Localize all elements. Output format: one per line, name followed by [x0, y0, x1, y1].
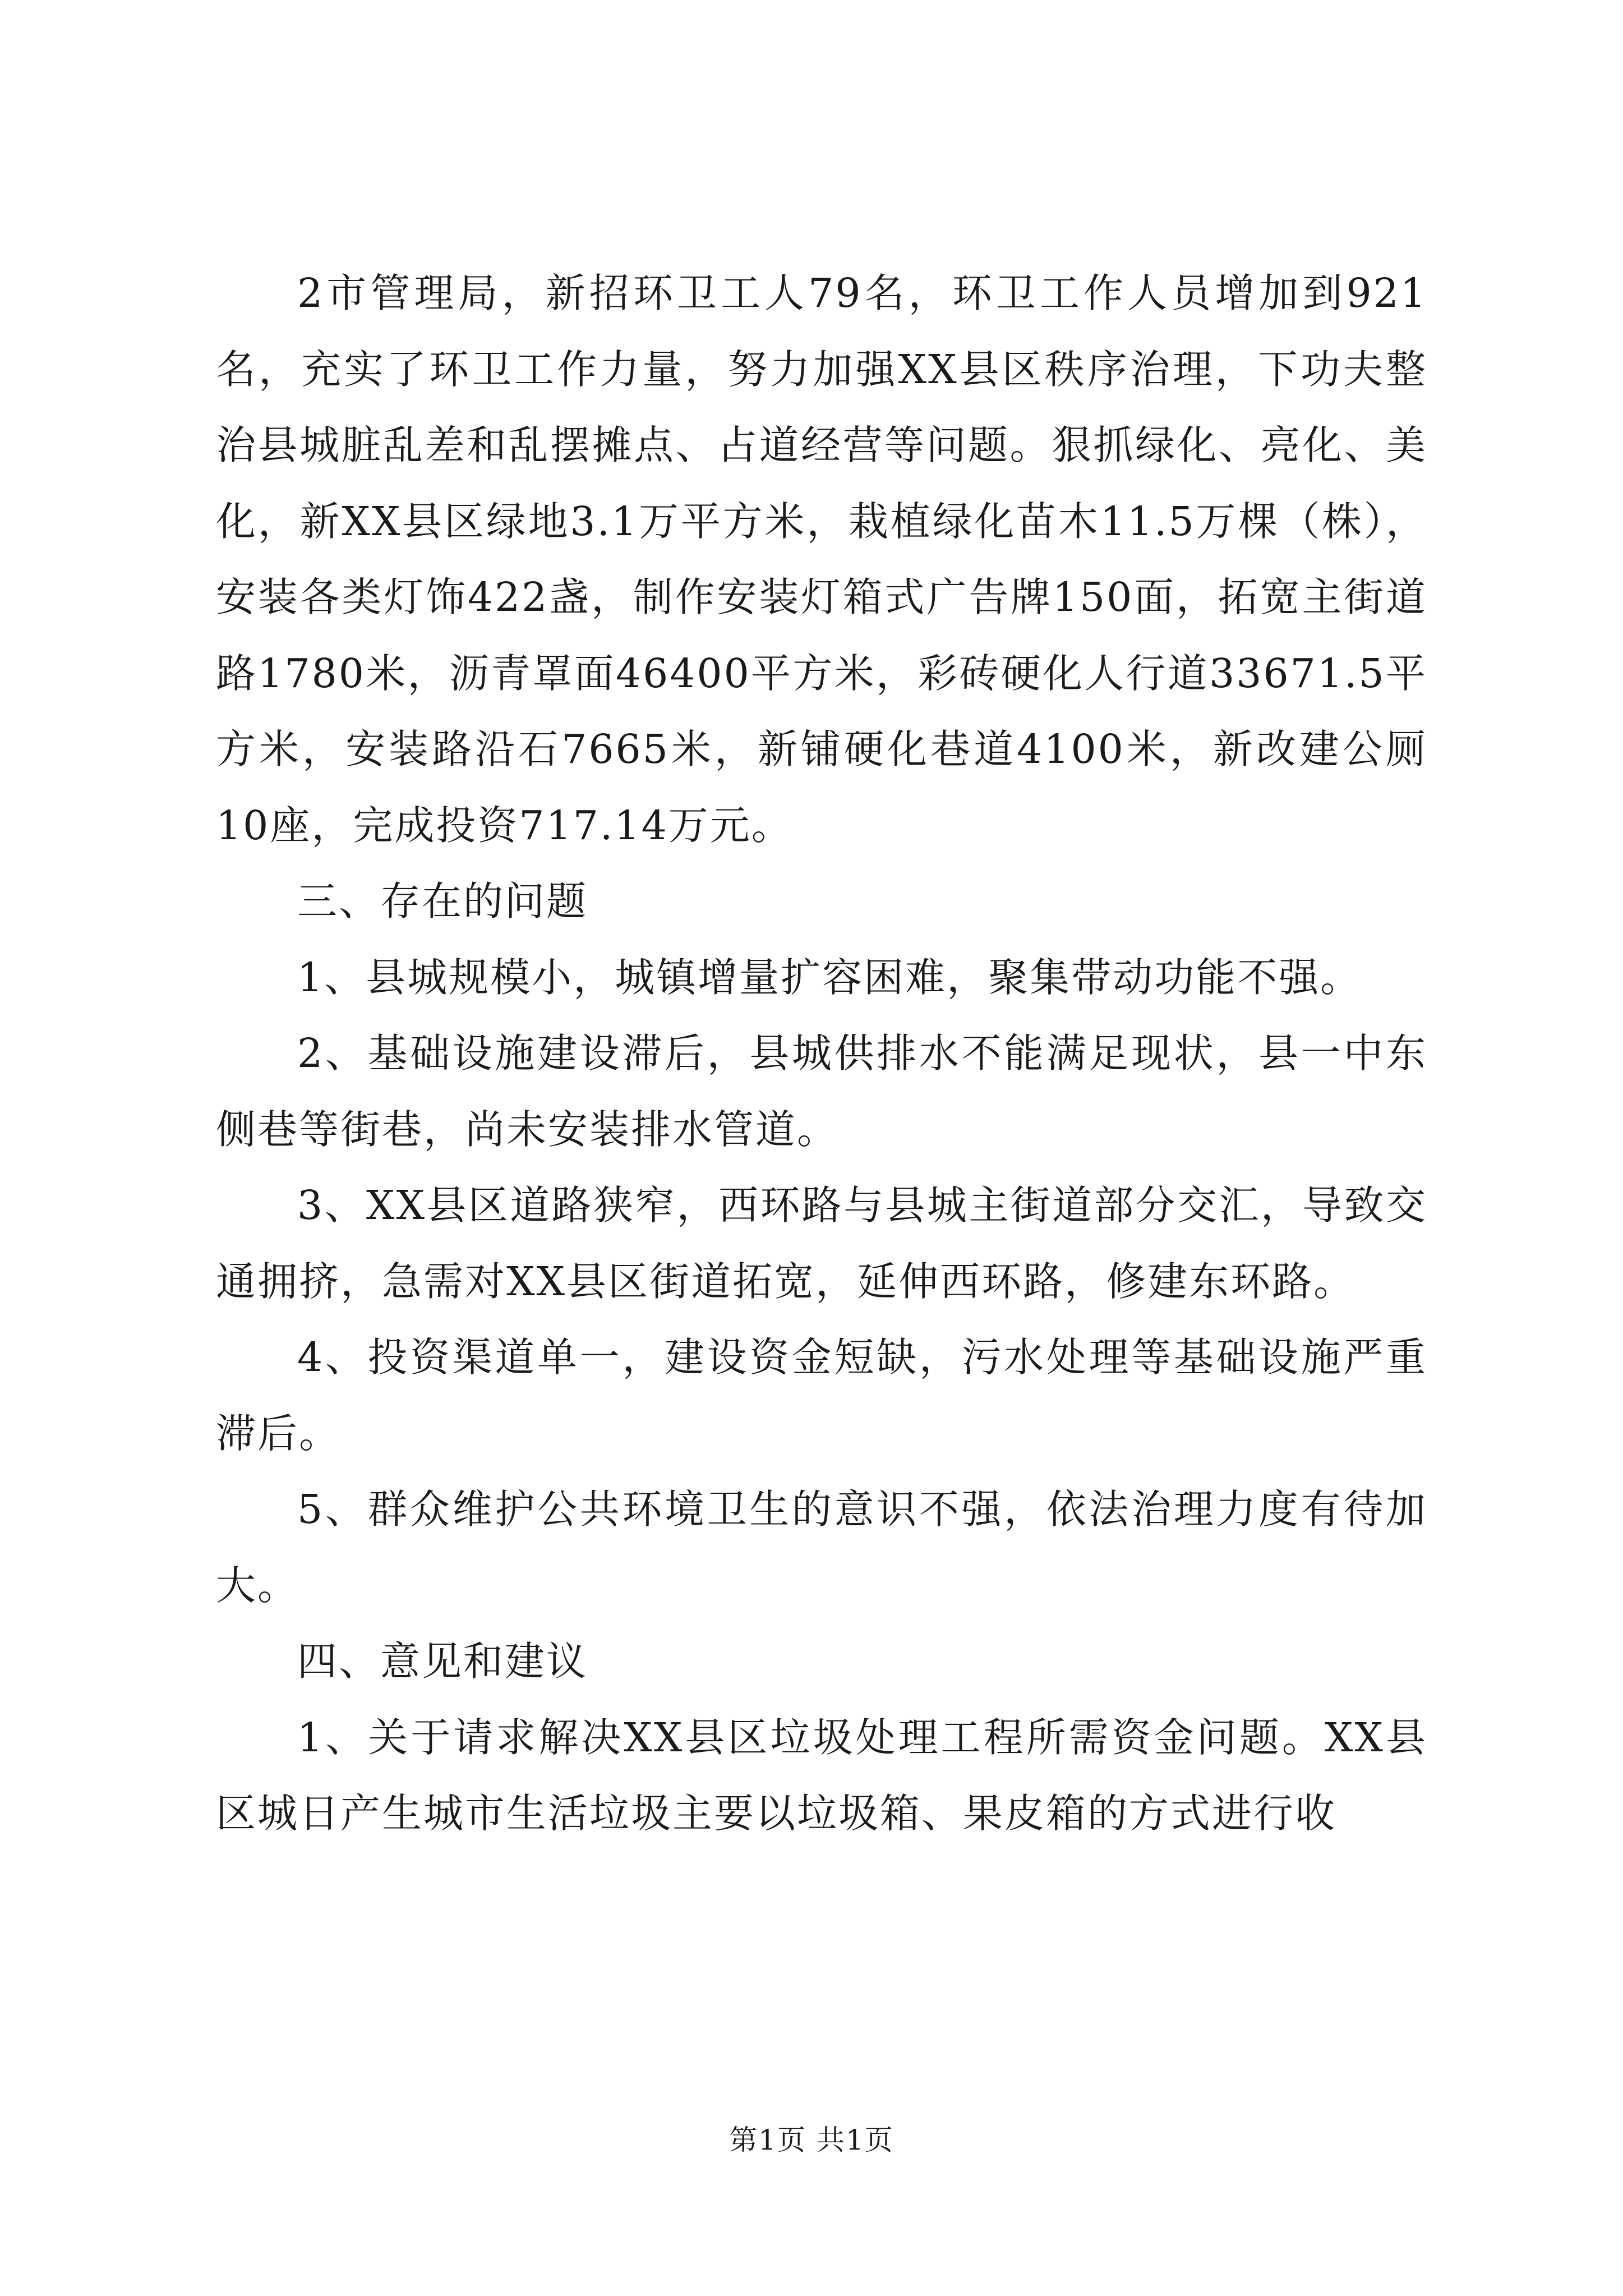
suggestion-item-1: 1、关于请求解决XX县区垃圾处理工程所需资金问题。XX县区城日产生城市生活垃圾主要以垃圾箱、果皮箱的方式进行收: [216, 1714, 1427, 1837]
problem-item-2: 2、基础设施建设滞后，县城供排水不能满足现状，县一中东侧巷等街巷，尚未安装排水管道。: [216, 1030, 1427, 1153]
page-footer: 第1页 共1页: [729, 2124, 894, 2156]
problem-item-3: 3、XX县区道路狭窄，西环路与县城主街道部分交汇，导致交通拥挤，急需对XX县区街道拓宽，延伸西环路，修建东环路。: [216, 1182, 1427, 1305]
document-body: [216, 255, 1427, 1852]
section-heading-problems: 三、存在的问题: [297, 878, 588, 924]
paragraph-sanitation-summary: 2市管理局，新招环卫工人79名，环卫工作人员增加到921名，充实了环卫工作力量，努力加强XX县区秩序治理，下功夫整治县城脏乱差和乱摆摊点、占道经营等问题。狠抓绿化、亮化、美化，新XX县区绿地3.1万平方米，栽植绿化苗木11.5万棵（株），安装各类灯饰422盏，制作安装灯箱式广告牌150面，拓宽主街道路1780米，沥青罩面46400平方米，彩砖硬化人行道33671.5平方米，安装路沿石7665米，新铺硬化巷道4100米，新改建公厕10座，完成投资717.14万元。: [216, 270, 1427, 849]
problem-item-1: 1、县城规模小，城镇增量扩容困难，聚集带动功能不强。: [297, 954, 1362, 1001]
problem-item-5: 5、群众维护公共环境卫生的意识不强，依法治理力度有待加大。: [216, 1486, 1427, 1609]
problem-item-4: 4、投资渠道单一，建设资金短缺，污水处理等基础设施严重滞后。: [216, 1334, 1427, 1457]
section-heading-suggestions: 四、意见和建议: [297, 1638, 588, 1685]
